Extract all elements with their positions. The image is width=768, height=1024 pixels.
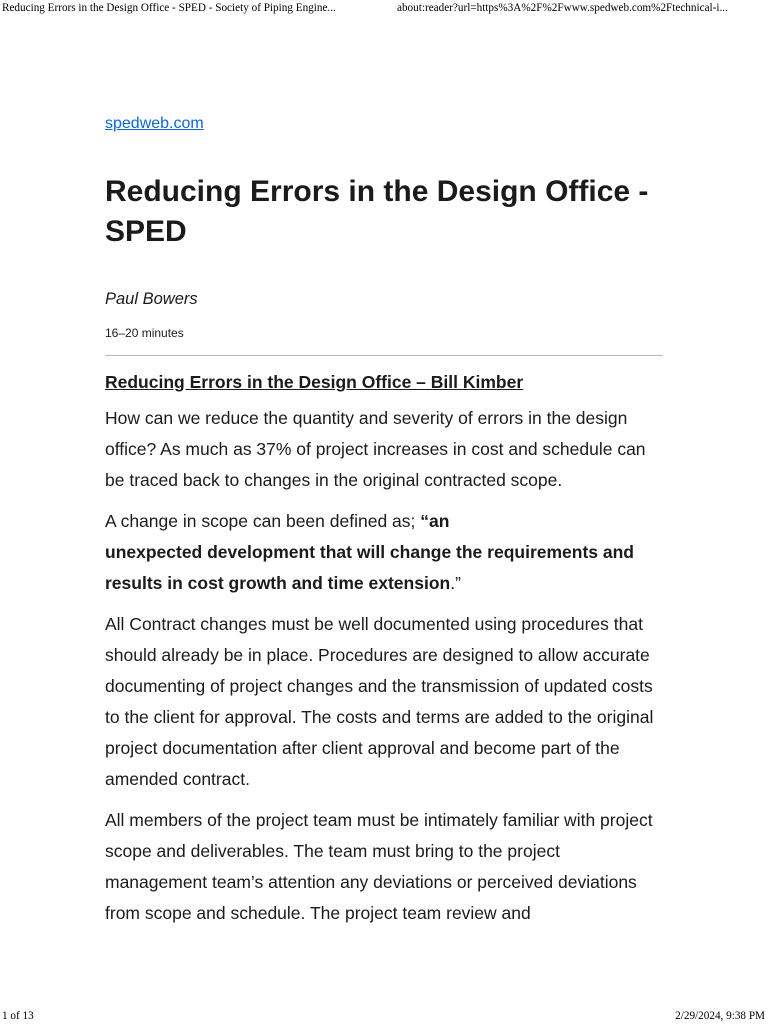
paragraph-intro: How can we reduce the quantity and severity of errors in the design office? As much as 37% of project increases in cost and schedule can be traced back to changes in the original contracted scope. xyxy=(105,408,646,490)
paragraph-contract-changes: All Contract changes must be well documented using procedures that should already be in place. Procedures are designed to allow accurate documenting of project changes and the transmission of updated costs to the client for approval. The costs and terms are added to the original project documentation after client approval and become part of the amended contract. xyxy=(105,614,654,789)
definition-quote-close: .” xyxy=(450,573,461,593)
print-footer xyxy=(0,1010,768,1024)
source-domain-link[interactable]: spedweb.com xyxy=(105,115,204,132)
page-number: 1 of 13 xyxy=(2,1010,34,1022)
print-datetime: 2/29/2024, 9:38 PM xyxy=(675,1010,765,1022)
print-header xyxy=(0,0,768,18)
paragraph-definition xyxy=(105,506,663,599)
definition-quote-open: “an xyxy=(420,511,450,531)
print-header-url: about:reader?url=https%3A%2F%2Fwww.spedweb.com%2Ftechnical-i... xyxy=(397,2,728,14)
paragraph-project-team: All members of the project team must be intimately familiar with project scope and deliverables. The team must bring to the project management team’s attention any deviations or perceived deviations from scope and schedule. The project team review and xyxy=(105,810,653,923)
section-heading: Reducing Errors in the Design Office – Bill Kimber xyxy=(105,372,524,392)
definition-quote-body: unexpected development that will change the requirements and results in cost growth and time extension xyxy=(105,542,634,593)
header-divider xyxy=(105,355,663,356)
definition-lead: A change in scope can been defined as; xyxy=(105,511,421,531)
article-title: Reducing Errors in the Design Office - SPED xyxy=(105,175,649,248)
reader-article xyxy=(105,114,663,929)
print-header-title: Reducing Errors in the Design Office - SPED - Society of Piping Engine... xyxy=(2,2,336,14)
reading-time: 16–20 minutes xyxy=(105,326,184,340)
article-author: Paul Bowers xyxy=(105,290,198,308)
